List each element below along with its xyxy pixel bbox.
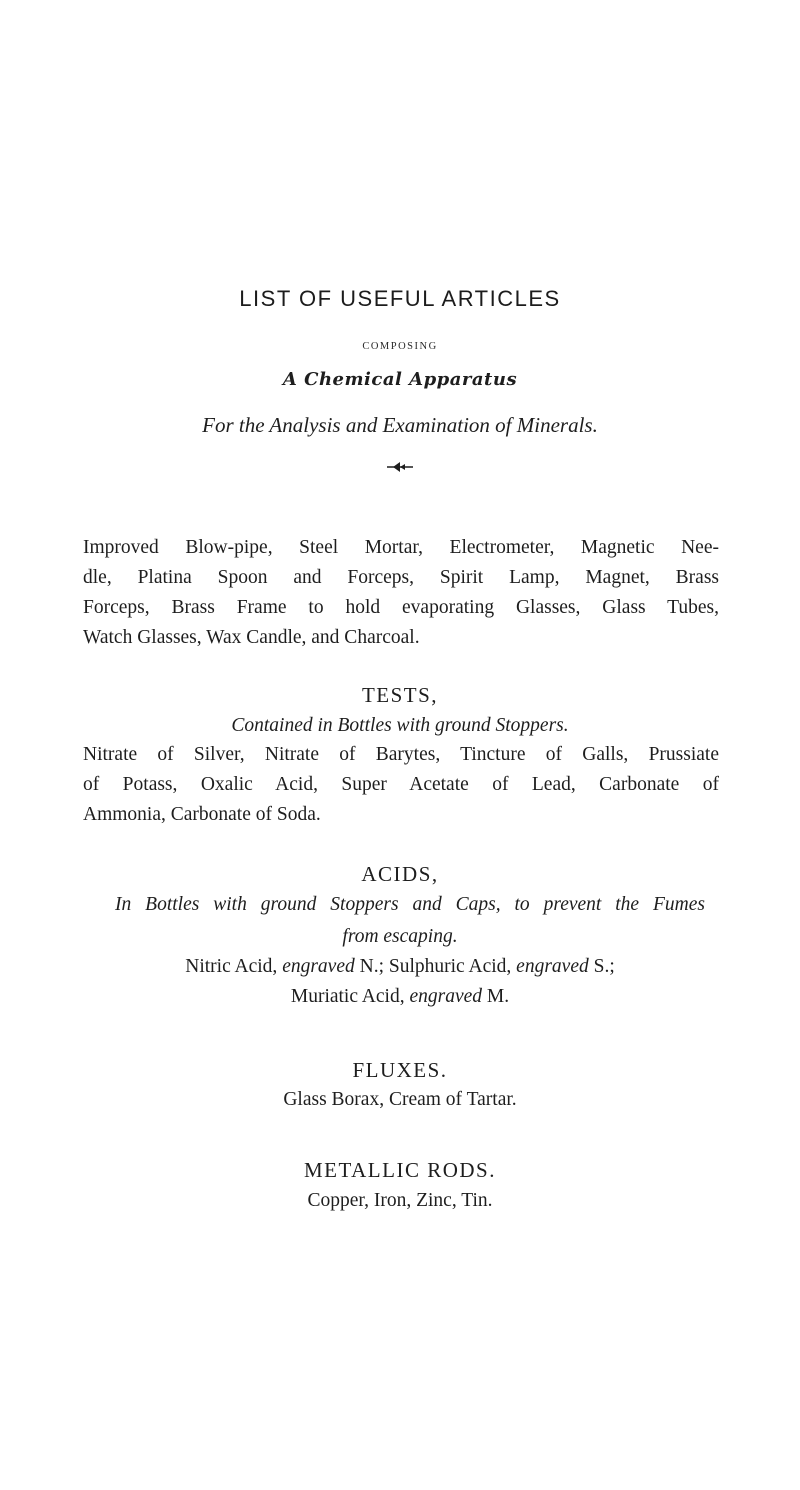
metallic-rods-heading: METALLIC RODS. xyxy=(304,1158,496,1182)
tests-line: of Potass, Oxalic Acid, Super Acetate of Lead, Carbonate of xyxy=(83,774,719,795)
tests-subheading: Contained in Bottles with ground Stoppers. xyxy=(231,715,569,736)
acids-line-1 xyxy=(0,952,800,982)
tests-list xyxy=(83,740,719,830)
engraved-label: engraved xyxy=(409,986,483,1007)
nitric-mark: N.; xyxy=(359,956,384,977)
nitric-acid: Nitric Acid, xyxy=(185,956,278,977)
acids-subheading-line: In Bottles with ground Stoppers and Caps, to prevent the Fumes xyxy=(115,894,705,915)
apparatus-line: dle, Platina Spoon and Forceps, Spirit Lamp, Magnet, Brass xyxy=(83,567,719,588)
tests-heading: TESTS, xyxy=(361,683,439,707)
page-subtitle: For the Analysis and Examination of Minerals. xyxy=(202,413,598,437)
acids-heading: ACIDS, xyxy=(361,862,439,886)
arrow-ornament-icon xyxy=(385,457,415,477)
apparatus-list xyxy=(83,533,719,653)
engraved-label: engraved xyxy=(282,956,355,977)
acids-subheading xyxy=(115,890,705,920)
muriatic-acid: Muriatic Acid, xyxy=(290,986,405,1007)
muriatic-mark: M. xyxy=(486,986,510,1007)
tests-line: Nitrate of Silver, Nitrate of Barytes, Tincture of Galls, Prussiate xyxy=(83,744,719,765)
blackletter-title: A Chemical Apparatus xyxy=(282,369,518,390)
apparatus-line: Improved Blow-pipe, Steel Mortar, Electrometer, Magnetic Nee- xyxy=(83,537,719,558)
composing-label: COMPOSING xyxy=(362,341,438,352)
apparatus-line: Watch Glasses, Wax Candle, and Charcoal. xyxy=(83,627,420,648)
fluxes-heading: FLUXES. xyxy=(352,1058,448,1082)
sulphuric-acid: Sulphuric Acid, xyxy=(388,956,512,977)
acids-line-2 xyxy=(0,982,800,1012)
fluxes-items: Glass Borax, Cream of Tartar. xyxy=(283,1089,517,1110)
tests-line: Ammonia, Carbonate of Soda. xyxy=(83,804,321,825)
page-title: LIST OF USEFUL ARTICLES xyxy=(239,286,561,311)
metallic-rods-items: Copper, Iron, Zinc, Tin. xyxy=(307,1190,493,1211)
apparatus-line: Forceps, Brass Frame to hold evaporating Glasses, Glass Tubes, xyxy=(83,597,719,618)
engraved-label: engraved xyxy=(516,956,589,977)
acids-subheading-end: from escaping. xyxy=(342,926,458,947)
sulphuric-mark: S.; xyxy=(593,956,615,977)
